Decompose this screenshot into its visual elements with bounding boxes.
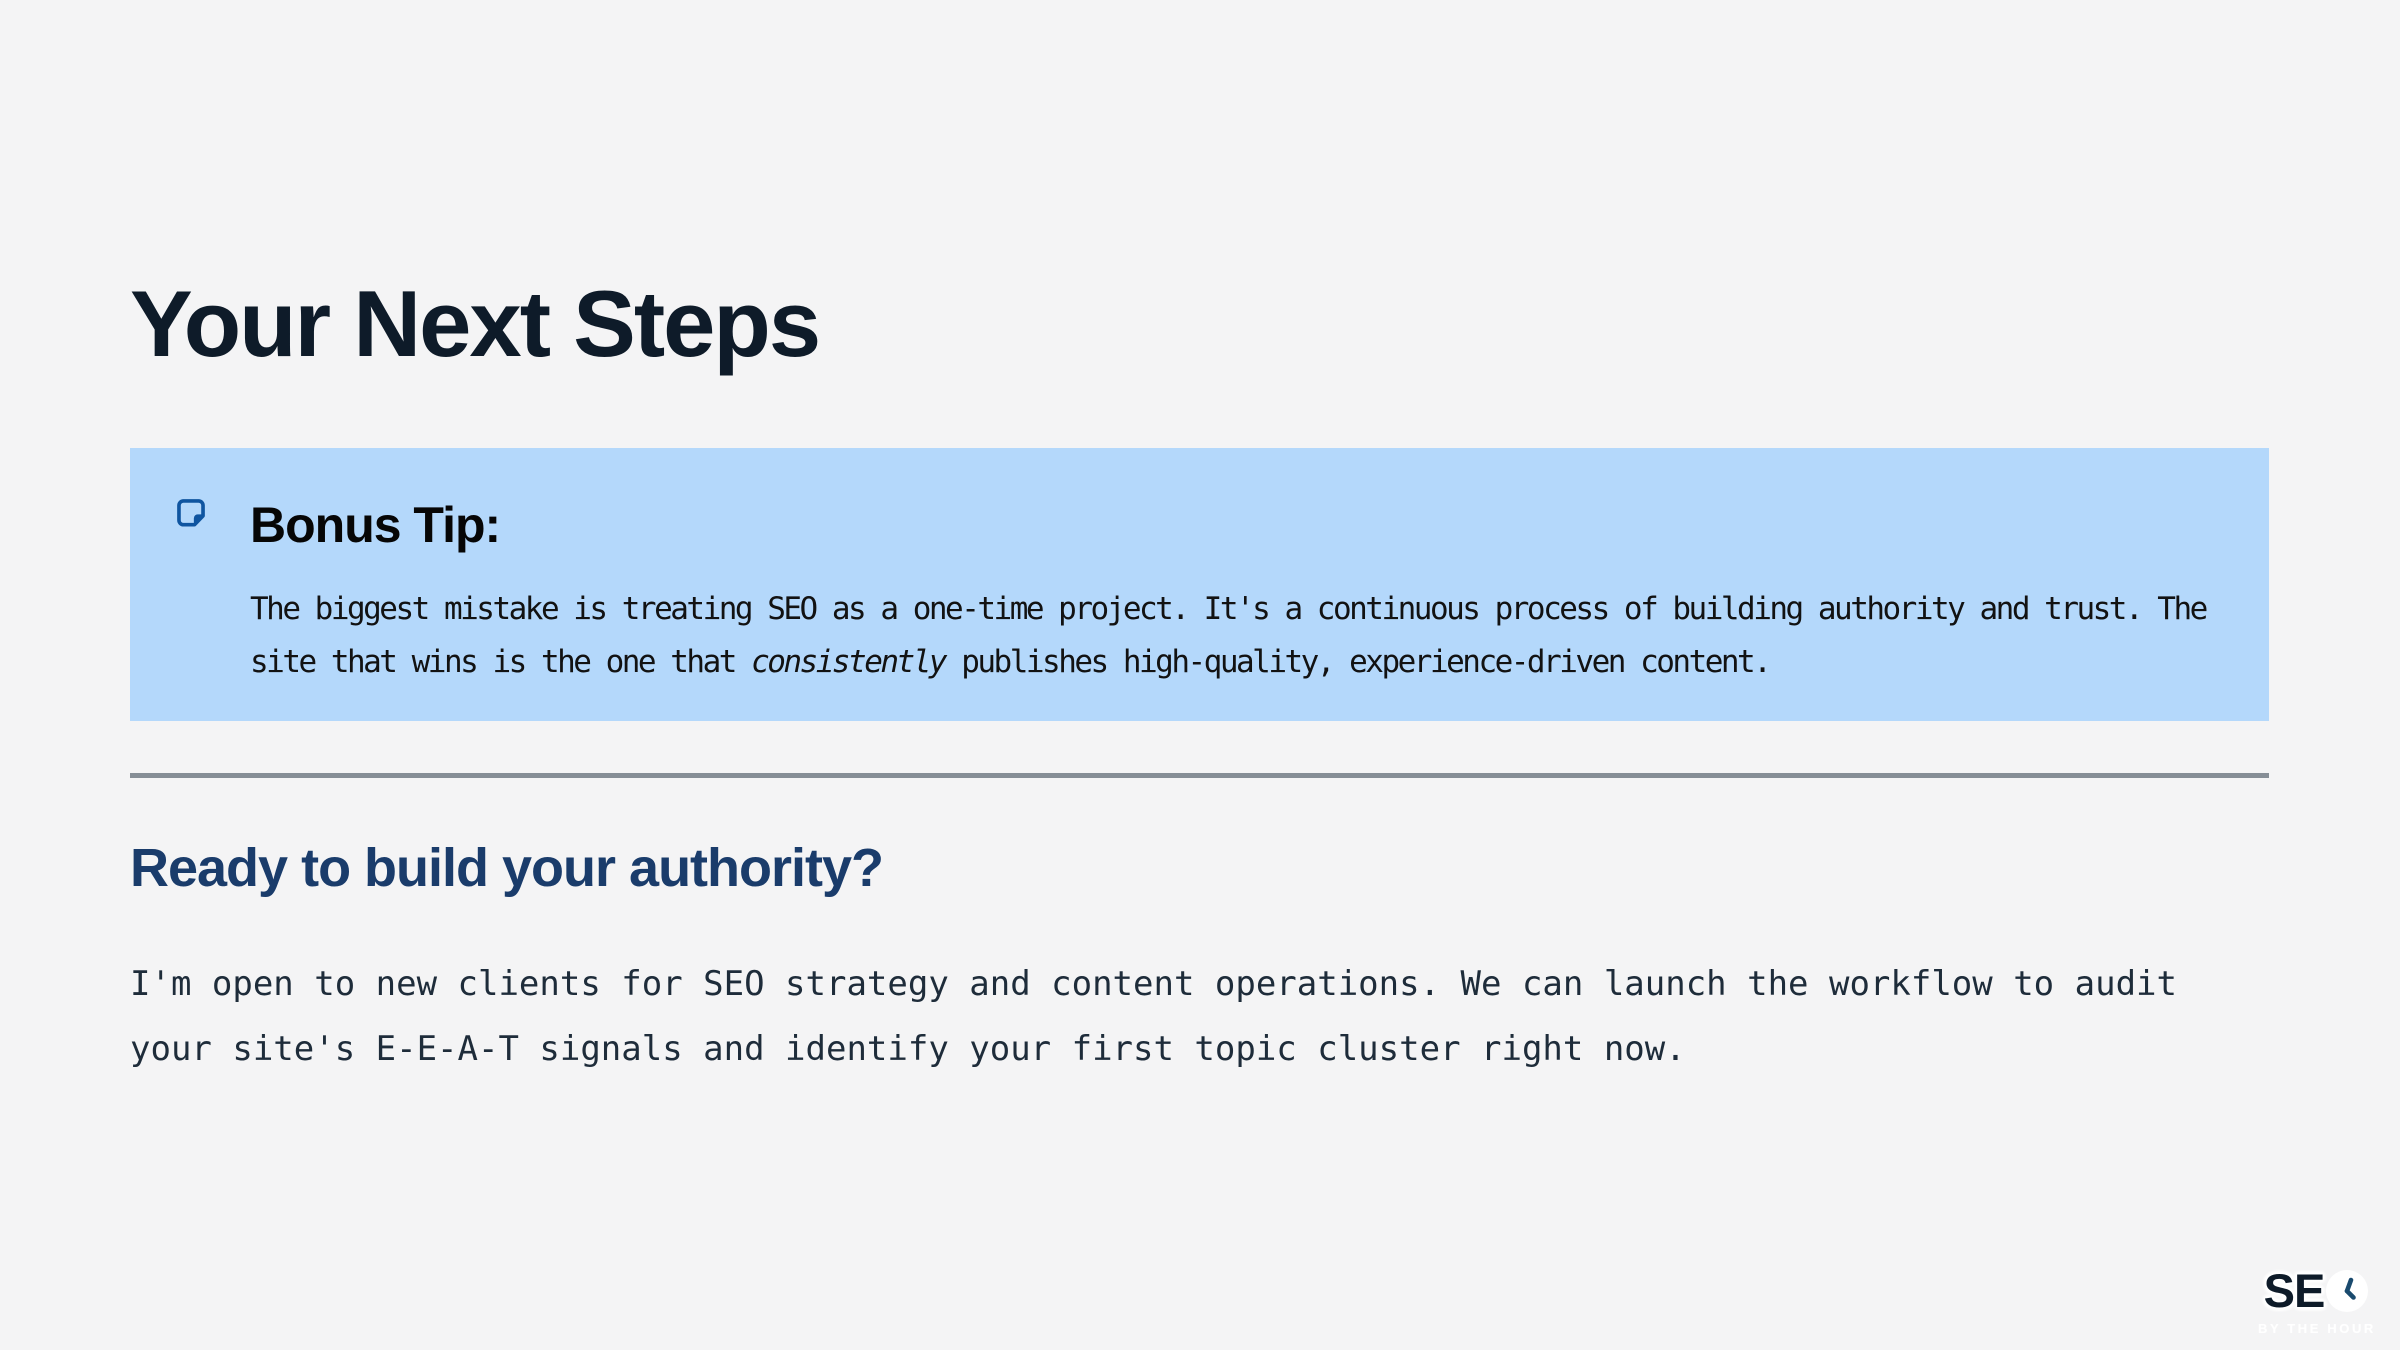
cta-heading: Ready to build your authority? [130,838,884,898]
callout-text-italic: consistently [751,644,946,680]
logo-wordmark: SE [2263,1264,2325,1317]
callout-text-start: The biggest mistake is treating SEO as a one-time project. It's a continuous process of building authority and trust. The site that wins is the one that [250,591,2206,680]
page-title: Your Next Steps [130,271,820,376]
seo-by-the-hour-logo [2258,1263,2374,1336]
logo-row [2258,1263,2374,1318]
section-divider [130,773,2269,778]
callout-text [250,583,2250,689]
note-icon [172,494,210,532]
cta-paragraph: I'm open to new clients for SEO strategy and content operations. We can launch the workflow to audit your site's E-E-A-T signals and identify your first topic cluster right now. [130,964,2177,1069]
clock-icon [2326,1270,2368,1312]
slide-content [130,0,2269,1082]
callout-label: Bonus Tip: [250,497,501,553]
callout-text-end: publishes high-quality, experience-driven content. [945,644,1770,680]
logo-tagline: BY THE HOUR [2258,1321,2376,1336]
bonus-tip-callout [130,448,2269,721]
